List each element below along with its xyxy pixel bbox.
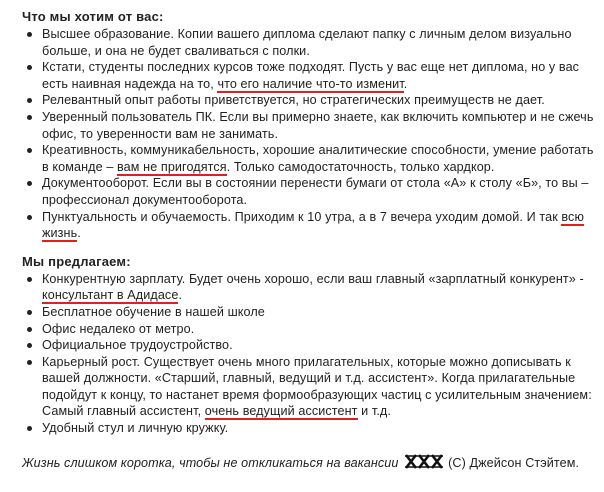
list-item: [22, 59, 594, 92]
list-item: [22, 26, 594, 59]
footer-text: Жизнь слишком коротка, чтобы не откликаться на вакансии: [22, 455, 399, 470]
list-item-text: Пунктуальность и обучаемость. Приходим к 10 утра, а в 7 вечера уходим домой. И так: [42, 209, 562, 224]
requirements-heading: Что мы хотим от вас:: [22, 9, 164, 24]
offers-list: [22, 271, 594, 437]
underlined-phrase: вам не пригодятся: [117, 159, 227, 174]
list-item: [22, 175, 594, 208]
list-item: [22, 354, 594, 420]
list-item: [22, 304, 594, 321]
offers-heading: Мы предлагаем:: [22, 253, 131, 269]
list-item-text: Конкурентную зарплату. Будет очень хорошо, если ваш главный «зарплатный конкурент» -: [42, 271, 584, 286]
list-item-text: Официальное трудоустройство.: [42, 338, 233, 353]
list-item-text: Документооборот. Если вы в состоянии перенести бумаги от стола «А» к столу «Б», то вы – профессионал документооборота.: [42, 176, 589, 207]
censored-word: [404, 453, 446, 475]
list-item: [22, 337, 594, 354]
underlined-phrase: что его наличие что-то изменит: [217, 76, 404, 91]
list-item-text: Карьерный рост. Существует очень много прилагательных, которые можно дописывать к вашей должности. «Старший, главный, ведущий и т.д. ассистент». Когда прилагательные подойдут к концу, то настанет время формообразующих частиц с усилительным значением: Самый главный ассистент,: [42, 354, 592, 419]
list-item-text: Высшее образование. Копии вашего диплома сделают папку с личным делом визуально больше, и она не будет сваливаться с полки.: [42, 27, 572, 58]
list-item-text-tail: . Только самодостаточность, только хардкор.: [226, 159, 495, 174]
list-item-text: Креативность, коммуникабельность, хорошие аналитические способности, умение работать в команде –: [42, 143, 594, 174]
underlined-phrase: очень ведущий ассистент: [204, 404, 358, 419]
list-item: [22, 420, 594, 437]
requirements-list: [22, 26, 594, 242]
list-item-text-tail: и т.д.: [357, 404, 391, 419]
censored-word-graphic: [404, 453, 446, 470]
list-item-text: Бесплатное обучение в нашей школе: [42, 304, 265, 319]
list-item-text: Офис недалеко от метро.: [42, 321, 195, 336]
list-item: [22, 142, 594, 175]
footer-quote: [22, 453, 594, 475]
list-item: [22, 109, 594, 142]
list-item: [22, 92, 594, 109]
list-item-text-tail: .: [403, 76, 408, 91]
list-item: [22, 321, 594, 338]
list-item-text-tail: .: [77, 226, 81, 241]
list-item: [22, 271, 594, 304]
list-item-text: Уверенный пользователь ПК. Если вы примерно знаете, как включить компьютер и не сжечь офис, то уверенности вам не занимать.: [42, 109, 594, 141]
list-item-text: Релевантный опыт работы приветствуется, но стратегических преимуществ не дает.: [42, 93, 545, 108]
underlined-phrase: консультант в Адидасе: [42, 288, 179, 303]
underlined-phrase: всю жизнь: [42, 209, 584, 241]
list-item-text: Кстати, студенты последних курсов тоже подходят. Пусть у вас еще нет диплома, но у вас есть наивная надежда на то,: [42, 60, 580, 91]
list-item-text: Удобный стул и личную кружку.: [42, 421, 229, 436]
list-item: [22, 209, 594, 242]
footer-signature: (С) Джейсон Стэйтем.: [448, 455, 580, 470]
list-item-text-tail: .: [178, 288, 183, 303]
